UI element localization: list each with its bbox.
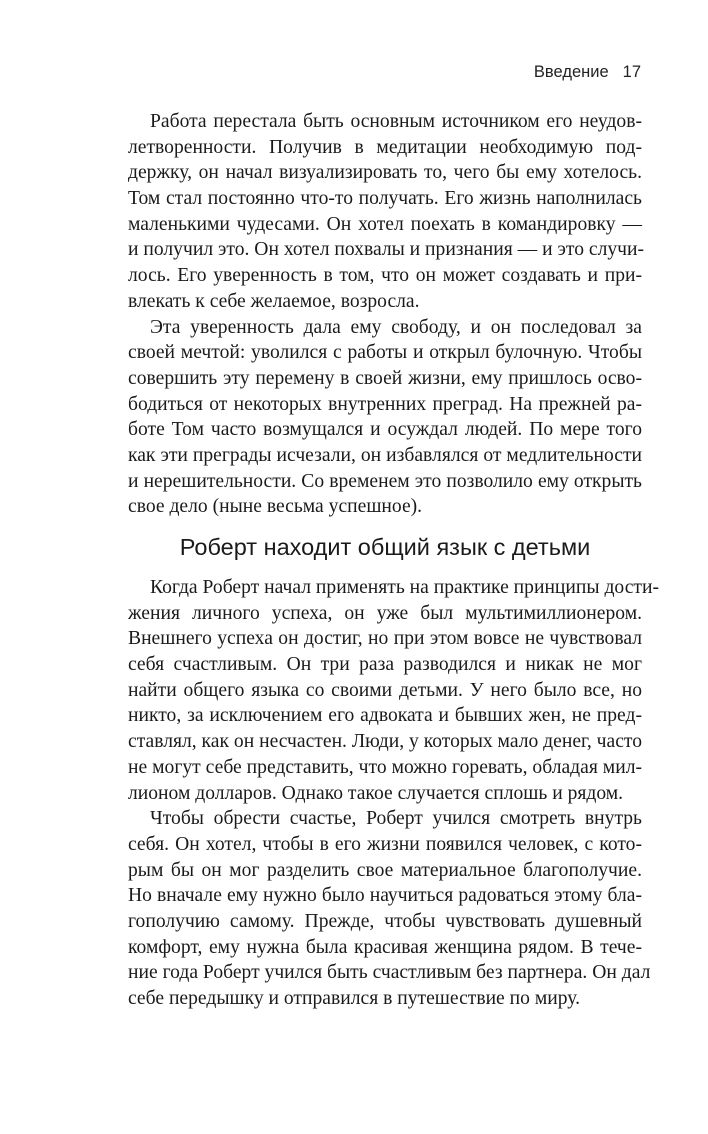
- text-line: Том стал постоянно что-то получать. Его жизнь наполнилась: [128, 188, 642, 210]
- running-header: [534, 63, 641, 82]
- text-line: Внешнего успеха он достиг, но при этом вовсе не чувствовал: [128, 628, 642, 650]
- section-title: Введение: [533, 63, 609, 81]
- text-block-robert: [128, 575, 659, 1012]
- paragraph: [128, 109, 645, 315]
- text-line: Когда Роберт начал применять на практике принципы дости-: [150, 577, 659, 598]
- paragraph: [128, 315, 642, 521]
- paragraph: [128, 806, 651, 1012]
- text-block-tom: [128, 109, 645, 520]
- section-heading: Роберт находит общий язык с детьми: [179, 534, 591, 560]
- text-line: летворенности. Получив в медитации необходимую под-: [128, 136, 642, 158]
- text-line: Но вначале ему нужно было научиться радоваться этому бла-: [128, 885, 642, 907]
- text-line: Чтобы обрести счастье, Роберт учился смотреть внутрь: [150, 808, 642, 830]
- text-line: никто, за исключением его адвоката и бывших жен, не пред-: [128, 705, 642, 727]
- text-line: комфорт, ему нужна была красивая женщина рядом. В тече-: [128, 936, 642, 958]
- text-line: не могут себе представить, что можно горевать, обладая мил-: [128, 756, 642, 778]
- text-line: рым бы он мог разделить свое материальное благополучие.: [128, 859, 642, 881]
- text-line: совершить эту перемену в своей жизни, ему пришлось осво-: [128, 367, 642, 389]
- page-number: 17: [622, 63, 641, 81]
- text-line: держку, он начал визуализировать то, чего бы ему хотелось.: [128, 162, 642, 184]
- text-line: влекать к себе желаемое, возросла.: [128, 290, 420, 312]
- paragraph: [128, 575, 659, 806]
- text-line: бодиться от некоторых внутренних преград. На прежней ра-: [128, 393, 642, 415]
- text-line: лионом долларов. Однако такое случается сплошь и рядом.: [128, 782, 624, 804]
- text-line: лось. Его уверенность в том, что он может создавать и при-: [128, 265, 642, 287]
- text-line: и получил это. Он хотел похвалы и признания — и это случи-: [128, 239, 645, 261]
- text-line: себя. Он хотел, чтобы в его жизни появился человек, с кото-: [128, 833, 642, 855]
- text-line: найти общего языка со своими детьми. У него было все, но: [128, 679, 642, 701]
- text-line: ставлял, как он несчастен. Люди, у которых мало денег, часто: [128, 731, 642, 753]
- text-line: как эти преграды исчезали, он избавлялся от медлительности: [128, 444, 642, 466]
- text-line: Эта уверенность дала ему свободу, и он последовал за: [150, 316, 642, 338]
- text-line: и нерешительности. Со временем это позволило ему открыть: [128, 470, 642, 492]
- text-line: гополучию самому. Прежде, чтобы чувствовать душевный: [128, 910, 642, 932]
- text-line: своей мечтой: уволился с работы и открыл булочную. Чтобы: [128, 342, 642, 364]
- text-line: себя счастливым. Он три раза разводился и никак не мог: [128, 654, 642, 676]
- text-line: жения личного успеха, он уже был мультимиллионером.: [128, 602, 642, 624]
- text-line: ние года Роберт учился быть счастливым без партнера. Он дал: [128, 962, 651, 984]
- text-line: свое дело (ныне весьма успешное).: [128, 496, 423, 518]
- text-line: маленькими чудесами. Он хотел поехать в командировку —: [128, 213, 642, 235]
- text-line: боте Том часто возмущался и осуждал людей. По мере того: [128, 419, 642, 441]
- text-line: Работа перестала быть основным источником его неудов-: [150, 111, 642, 132]
- text-line: себе передышку и отправился в путешествие по миру.: [128, 988, 580, 1009]
